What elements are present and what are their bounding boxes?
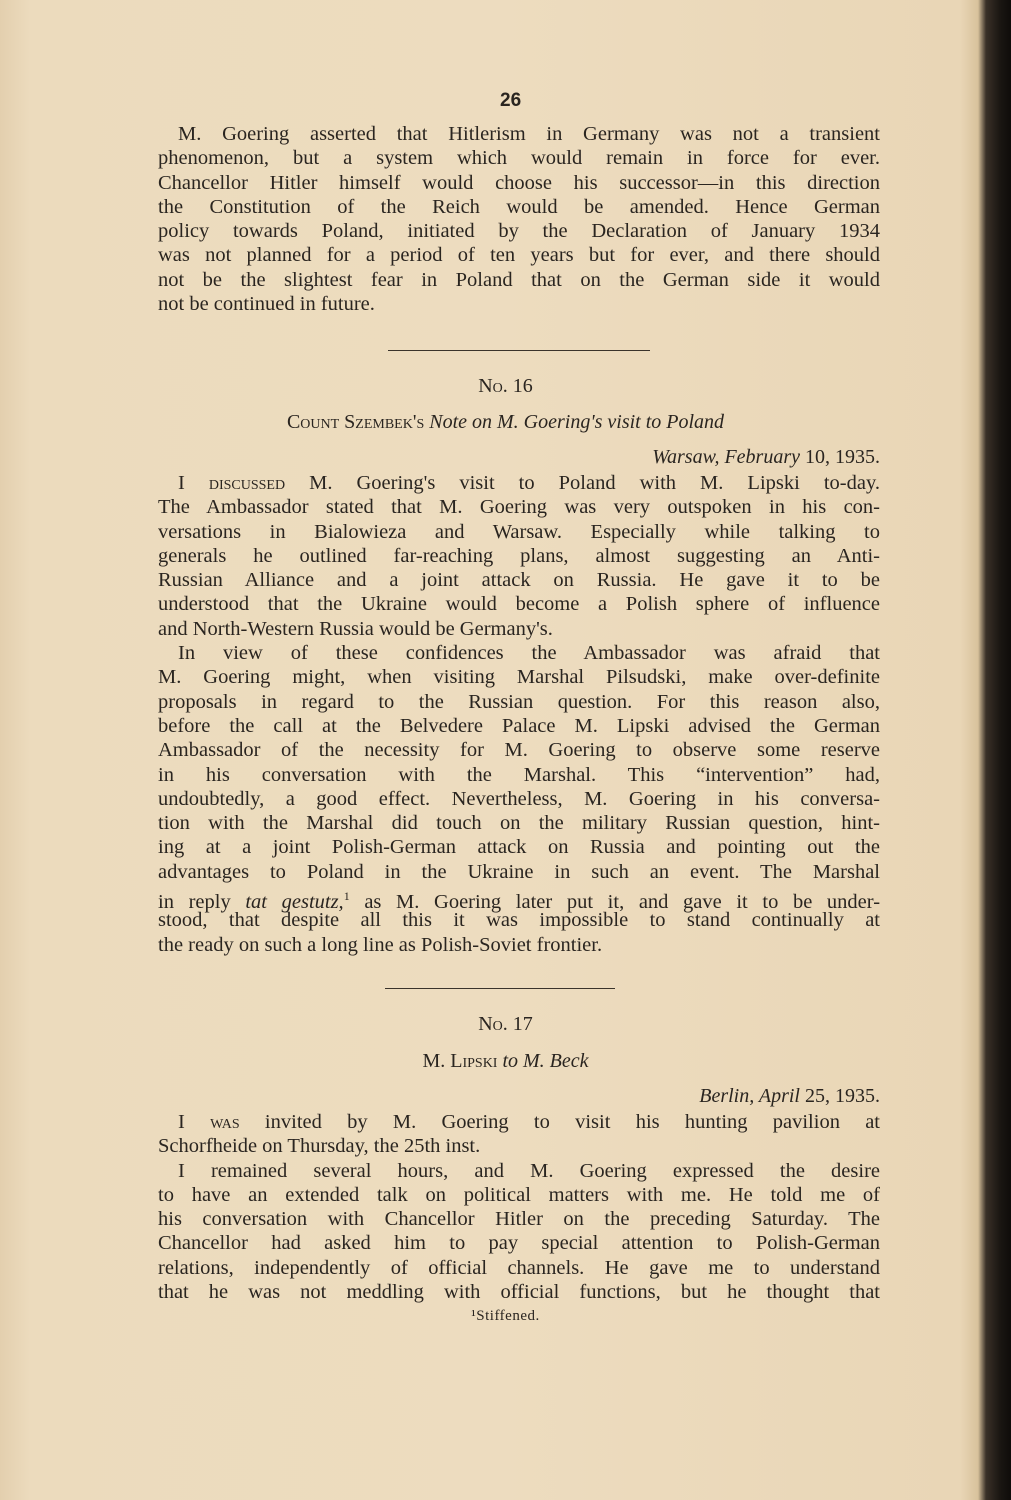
text-line: in reply tat gestutz,$^1$ as M. Goering later put it, and gave it to be under- (158, 889, 881, 913)
text-line: policy towards Poland, initiated by the Declaration of January 1934 (158, 220, 880, 243)
text-line: ing at a joint Polish-German attack on Russia and pointing out the (158, 836, 880, 859)
text-line: tion with the Marshal did touch on the military Russian question, hint- (158, 812, 880, 835)
text-line: to have an extended talk on political matters with me. He told me of (158, 1183, 880, 1206)
text-line: undoubtedly, a good effect. Nevertheless, M. Goering in his conversa- (158, 787, 880, 810)
text-line: advantages to Poland in the Ukraine in such an event. The Marshal (158, 860, 880, 883)
text-line: relations, independently of official channels. He gave me to understand (158, 1256, 880, 1279)
text-line: proposals in regard to the Russian question. For this reason also, (158, 690, 880, 713)
section-divider (385, 988, 615, 989)
section-divider (388, 350, 650, 351)
text-line: stood, that despite all this it was impossible to stand continually at (158, 909, 880, 932)
text-line: I was invited by M. Goering to visit his hunting pavilion at (178, 1111, 881, 1133)
text-line: Chancellor Hitler himself would choose his successor—in this direction (158, 171, 880, 194)
text-line: Ambassador of the necessity for M. Goering to observe some reserve (158, 739, 880, 762)
document-heading: Count Szembek's Note on M. Goering's visit to Poland (286, 411, 725, 433)
document-number: No. 16 (478, 375, 533, 397)
text-line: the ready on such a long line as Polish-Soviet frontier. (158, 933, 603, 956)
place-date: Berlin, April 25, 1935. (699, 1085, 880, 1107)
text-line: phenomenon, but a system which would remain in force for ever. (158, 147, 880, 170)
text-line: the Constitution of the Reich would be amended. Hence German (158, 195, 880, 218)
text-line: generals he outlined far-reaching plans, almost suggesting an Anti- (158, 544, 880, 567)
text-line: M. Goering might, when visiting Marshal Pilsudski, make over-definite (158, 666, 880, 689)
text-line: before the call at the Belvedere Palace M. Lipski advised the German (158, 714, 880, 737)
text-line: I discussed M. Goering's visit to Poland with M. Lipski to-day. (178, 472, 880, 494)
text-line: Russian Alliance and a joint attack on Russia. He gave it to be (158, 569, 880, 592)
text-line: Schorfheide on Thursday, the 25th inst. (158, 1135, 481, 1158)
text-line: in his conversation with the Marshal. This “intervention” had, (158, 763, 880, 786)
text-line: In view of these confidences the Ambassador was afraid that (178, 642, 880, 665)
text-line: his conversation with Chancellor Hitler on the preceding Saturday. The (158, 1208, 880, 1231)
text-line: versations in Bialowieza and Warsaw. Especially while talking to (158, 520, 880, 543)
document-number: No. 17 (478, 1013, 533, 1035)
footnote: ¹Stiffened. (471, 1308, 540, 1324)
text-line: The Ambassador stated that M. Goering was very outspoken in his con- (158, 496, 880, 519)
paragraph-doc17 (158, 1110, 880, 1304)
text-line: I remained several hours, and M. Goering expressed the desire (178, 1159, 880, 1182)
text-line: understood that the Ukraine would become a Polish sphere of influence (158, 593, 880, 616)
text-line: that he was not meddling with official functions, but he thought that (158, 1281, 880, 1304)
footnote-marker: 1 (343, 889, 350, 904)
paragraph-goering-hitlerism (158, 122, 880, 316)
text-line: and North-Western Russia would be Germany's. (158, 617, 553, 640)
text-line: Chancellor had asked him to pay special attention to Polish-German (158, 1232, 880, 1255)
text-line: not be continued in future. (158, 293, 375, 316)
text-line: was not planned for a period of ten years but for ever, and there should (158, 244, 880, 267)
document-heading: M. Lipski to M. Beck (422, 1050, 589, 1072)
place-date: Warsaw, February 10, 1935. (652, 446, 880, 468)
text-line: not be the slightest fear in Poland that on the German side it would (158, 268, 880, 291)
paragraph-doc16 (158, 471, 880, 957)
text-line: M. Goering asserted that Hitlerism in Germany was not a transient (178, 123, 880, 145)
page-number: 26 (500, 90, 522, 111)
